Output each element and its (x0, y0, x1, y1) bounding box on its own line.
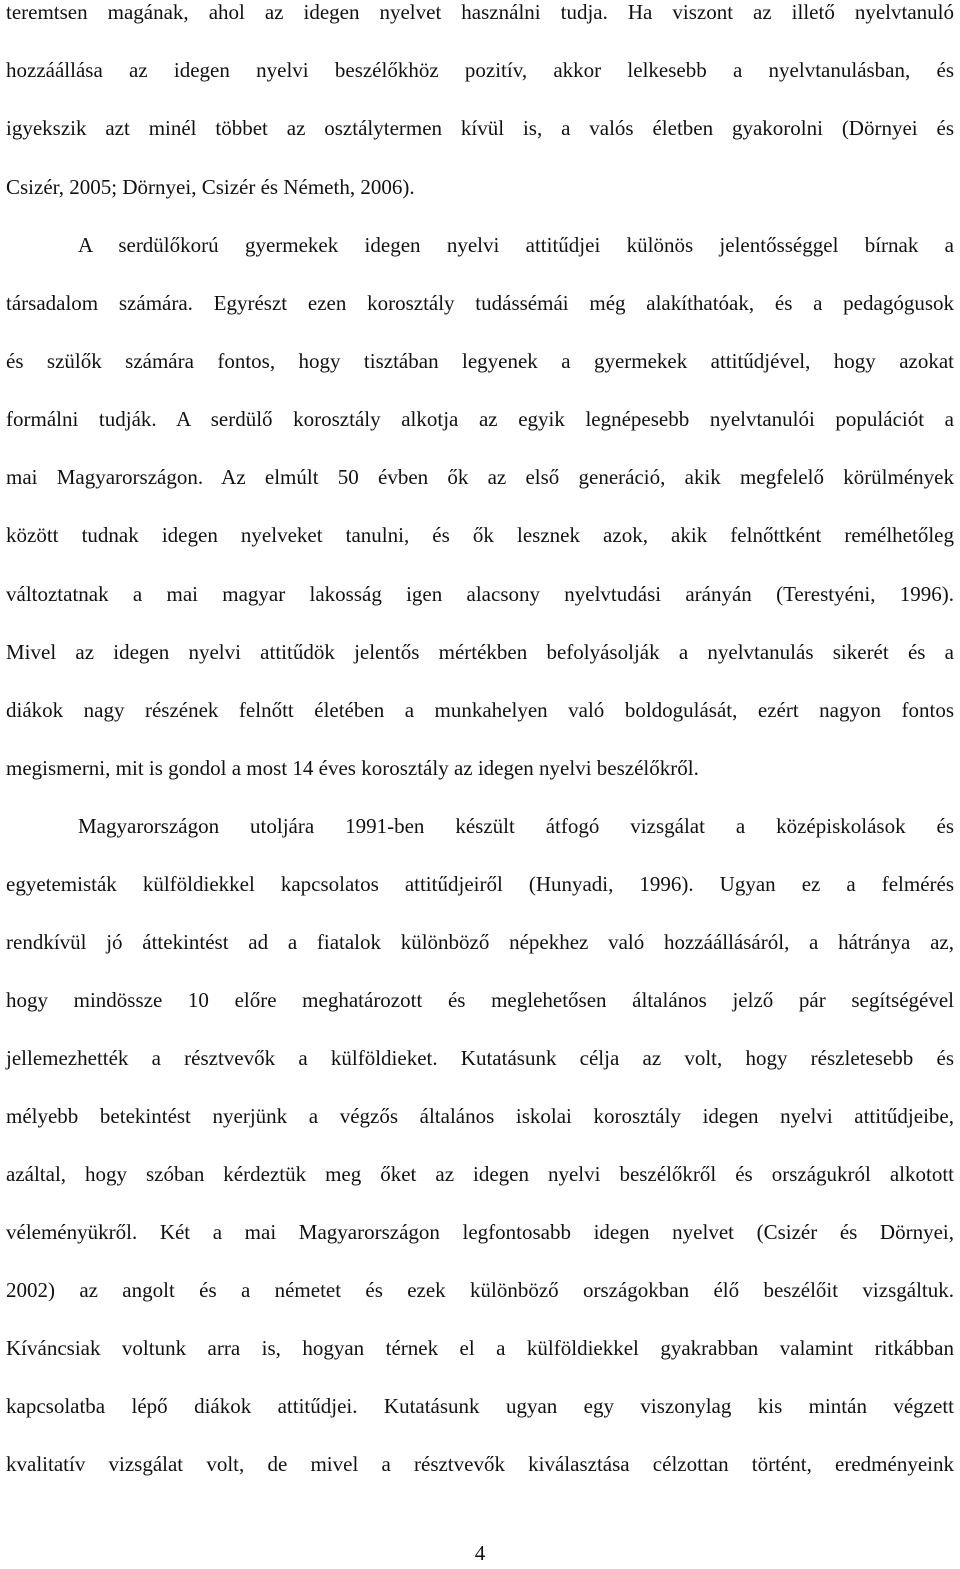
text-line: és szülők számára fontos, hogy tisztában legyenek a gyermekek attitűdjével, hogy azokat (6, 349, 954, 373)
text-line: Kíváncsiak voltunk arra is, hogyan térnek el a külföldiekkel gyakrabban valamint ritkábban (6, 1336, 954, 1360)
text-line: társadalom számára. Egyrészt ezen korosztály tudássémái még alakíthatóak, és a pedagógusok (6, 291, 954, 315)
text-line: teremtsen magának, ahol az idegen nyelvet használni tudja. Ha viszont az illető nyelvtanuló (6, 0, 954, 24)
text-line: változtatnak a mai magyar lakosság igen alacsony nyelvtudási arányán (Terestyéni, 1996). (6, 582, 954, 606)
text-line: diákok nagy részének felnőtt életében a munkahelyen való boldogulását, ezért nagyon fontos (6, 698, 954, 722)
text-line: kvalitatív vizsgálat volt, de mivel a résztvevők kiválasztása célzottan történt, eredményeink (6, 1452, 954, 1476)
text-line: formálni tudják. A serdülő korosztály alkotja az egyik legnépesebb nyelvtanulói populációt a (6, 407, 954, 431)
text-line: megismerni, mit is gondol a most 14 éves korosztály az idegen nyelvi beszélőkről. (6, 756, 699, 780)
page-number: 4 (474, 1541, 486, 1565)
text-line: egyetemisták külföldiekkel kapcsolatos attitűdjeiről (Hunyadi, 1996). Ugyan ez a felmérés (6, 872, 954, 896)
text-line: hogy mindössze 10 előre meghatározott és meglehetősen általános jelző pár segítségével (6, 988, 954, 1012)
text-line-paragraph-start: A serdülőkorú gyermekek idegen nyelvi attitűdjei különös jelentősséggel bírnak a (78, 233, 954, 257)
text-line: jellemezhették a résztvevők a külföldieket. Kutatásunk célja az volt, hogy részletesebb és (6, 1046, 954, 1070)
text-line: között tudnak idegen nyelveket tanulni, és ők lesznek azok, akik felnőttként remélhetőleg (6, 523, 954, 547)
text-line: Mivel az idegen nyelvi attitűdök jelentős mértékben befolyásolják a nyelvtanulás sikerét és a (6, 640, 954, 664)
text-line: véleményükről. Két a mai Magyarországon legfontosabb idegen nyelvet (Csizér és Dörnyei, (6, 1220, 954, 1244)
text-line: igyekszik azt minél többet az osztálytermen kívül is, a valós életben gyakorolni (Dörnyei és (6, 116, 954, 140)
text-line: hozzáállása az idegen nyelvi beszélőkhöz pozitív, akkor lelkesebb a nyelvtanulásban, és (6, 58, 954, 82)
text-line: mai Magyarországon. Az elmúlt 50 évben ők az első generáció, akik megfelelő körülmények (6, 465, 954, 489)
text-line: Csizér, 2005; Dörnyei, Csizér és Németh, 2006). (6, 175, 415, 199)
text-line: azáltal, hogy szóban kérdeztük meg őket az idegen nyelvi beszélőkről és országukról alkotott (6, 1162, 954, 1186)
text-line-paragraph-start: Magyarországon utoljára 1991-ben készült átfogó vizsgálat a középiskolások és (78, 814, 954, 838)
text-line: rendkívül jó áttekintést ad a fiatalok különböző népekhez való hozzáállásáról, a hátránya az, (6, 930, 954, 954)
text-line: kapcsolatba lépő diákok attitűdjei. Kutatásunk ugyan egy viszonylag kis mintán végzett (6, 1394, 954, 1418)
text-line: mélyebb betekintést nyerjünk a végzős általános iskolai korosztály idegen nyelvi attitűdjeibe, (6, 1104, 954, 1128)
text-line: 2002) az angolt és a németet és ezek különböző országokban élő beszélőit vizsgáltuk. (6, 1278, 954, 1302)
